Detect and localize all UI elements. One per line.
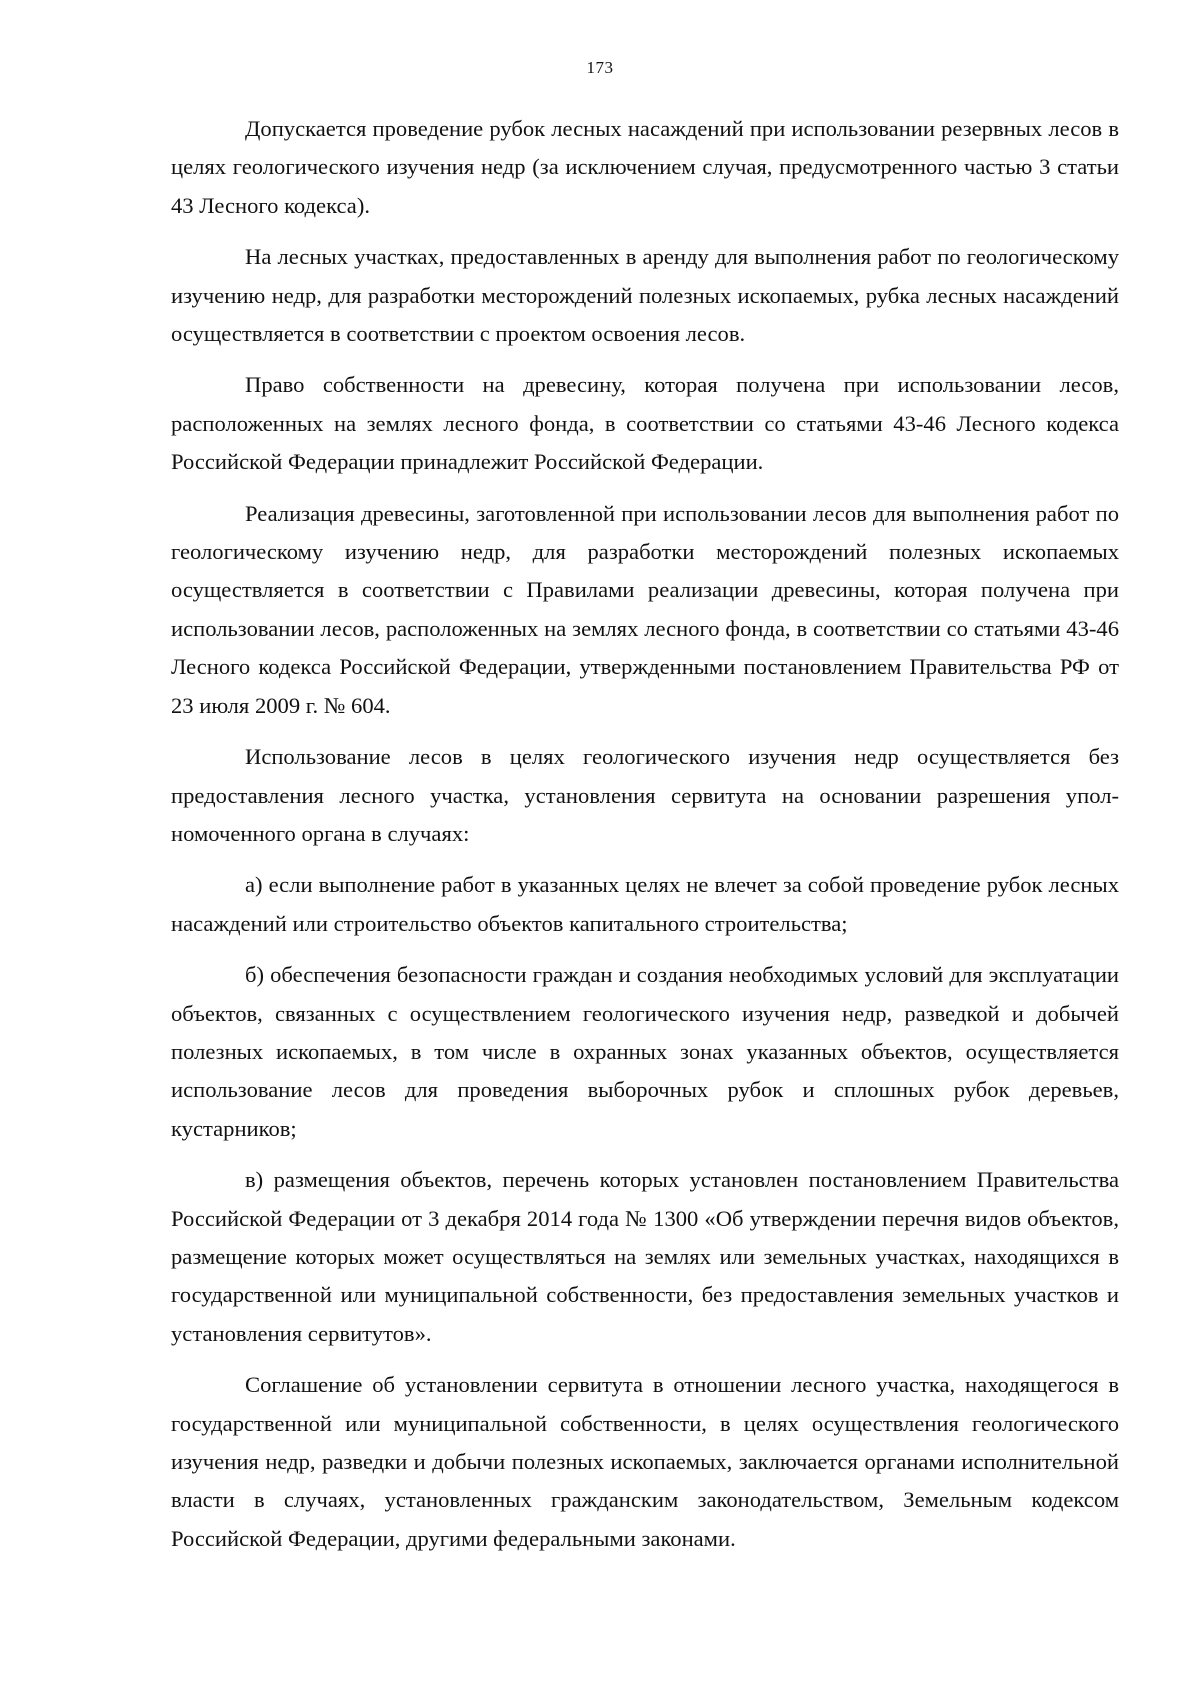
paragraph-9: Соглашение об установлении сервитута в отношении лесного участка, находящегося в государственной или муниципальной собственности, в целях осуществления геологического изучения недр, разведки и добычи полезных ископаемых, заключается органами исполнительной власти в случаях, установленных гражданским законодательством, Земельным кодексом Российской Федерации, другими федеральными законами.	[171, 1372, 1119, 1551]
document-body	[171, 110, 1119, 1558]
list-item-v: в) размещения объектов, перечень которых установлен постановлением Правительства Российской Федерации от 3 декабря 2014 года № 1300 «Об утверждении перечня видов объектов, размещение которых может осуществляться на землях или земельных участках, находящихся в государственной или муниципальной собственности, без предоставления земельных участков и установления сервитутов».	[171, 1167, 1119, 1346]
paragraph-3: Право собственности на древесину, которая получена при использовании лесов, расположенных на землях лесного фонда, в соответствии со статьями 43-46 Лесного кодекса Российской Федерации принадлежит Российской Федерации.	[171, 372, 1119, 475]
paragraph-4: Реализация древесины, заготовленной при использовании лесов для выполнения работ по геологическому изучению недр, для разработки месторождений полезных ископаемых осуществляется в соответствии с Правилами реализации древесины, которая получена при использовании лесов, расположенных на землях лесного фонда, в соответствии со статьями 43-46 Лесного кодекса Российской Федерации, утвержденными постановлением Правительства РФ от 23 июля 2009 г. № 604.	[171, 500, 1119, 718]
list-item-b: б) обеспечения безопасности граждан и создания необходимых условий для эксплуатации объектов, связанных с осуществлением геологического изучения недр, разведкой и добычей полезных ископаемых, в том числе в охранных зонах указанных объектов, осуществляется использование лесов для проведения выборочных рубок и сплошных рубок деревьев, кустарников;	[171, 962, 1119, 1141]
list-item-a: а) если выполнение работ в указанных целях не влечет за собой проведение рубок лесных насаждений или строительство объектов капитального строительства;	[171, 872, 1119, 936]
paragraph-1: Допускается проведение рубок лесных насаждений при использовании резервных лесов в целях геологического изучения недр (за исключением случая, предусмотренного частью 3 статьи 43 Лесного кодекса).	[171, 116, 1119, 218]
paragraph-5: Использование лесов в целях геологического изучения недр осуществляется без предоставления лесного участка, установления сервитута на основании разрешения уполномоченного органа в случаях:	[171, 744, 1119, 846]
paragraph-2: На лесных участках, предоставленных в аренду для выполнения работ по геологическому изучению недр, для разработки месторождений полезных ископаемых, рубка лесных насаждений осуществляется в соответствии с проектом освоения лесов.	[171, 244, 1119, 347]
page-number: 173	[586, 58, 614, 77]
